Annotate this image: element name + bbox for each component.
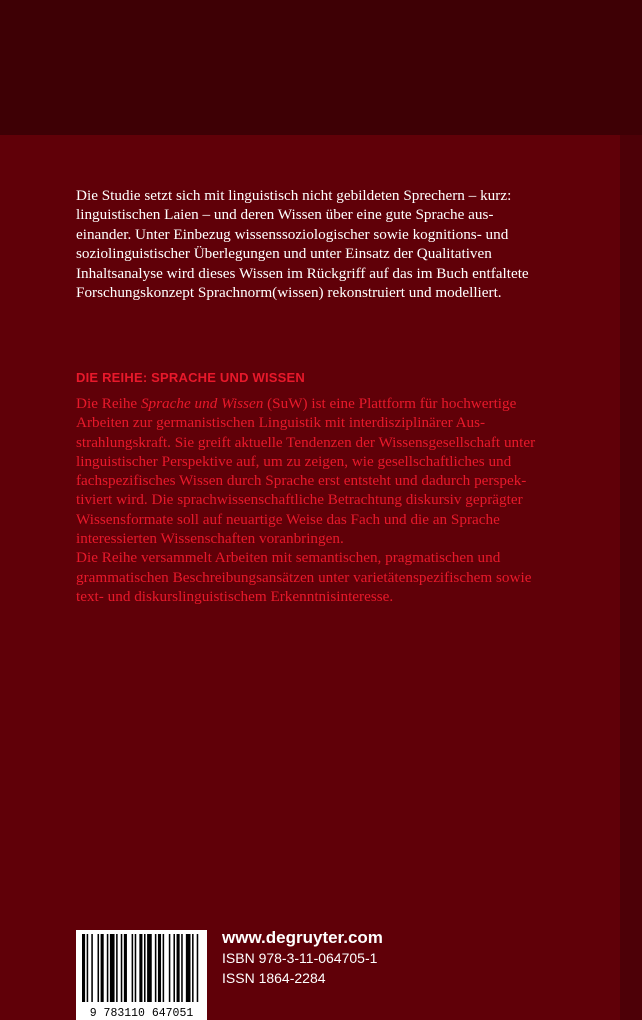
issn-number: ISSN 1864-2284 xyxy=(222,970,326,986)
publisher-url[interactable]: www.degruyter.com xyxy=(222,928,383,947)
series-line: Die Reihe versammelt Arbeiten mit semantischen, pragmatischen und xyxy=(76,549,501,567)
series-line: strahlungskraft. Sie greift aktuelle Tendenzen der Wissensgesellschaft unter xyxy=(76,433,536,451)
top-band xyxy=(0,0,642,135)
blurb-line: Die Studie setzt sich mit linguistisch nicht gebildeten Sprechern – kurz: xyxy=(76,187,512,204)
barcode-bar xyxy=(116,934,118,1002)
series-line: Wissensformate soll auf neuartige Weise das Fach und die an Sprache xyxy=(76,510,500,528)
barcode-bar xyxy=(186,934,191,1002)
series-description xyxy=(76,394,560,606)
spine-edge xyxy=(620,135,642,1020)
series-heading: DIE REIHE: SPRACHE UND WISSEN xyxy=(76,370,305,385)
barcode-bar xyxy=(110,934,115,1002)
barcode-bar xyxy=(155,934,157,1002)
barcode-bar xyxy=(101,934,104,1002)
blurb-line: Inhaltsanalyse wird dieses Wissen im Rückgriff auf das im Buch entfaltete xyxy=(76,264,529,282)
barcode-bar xyxy=(163,934,165,1002)
series-line: grammatischen Beschreibungsansätzen unter varietätenspezifischem sowie xyxy=(76,568,532,586)
barcode-bar xyxy=(82,934,85,1002)
series-line: Arbeiten zur germanistischen Linguistik mit interdisziplinärer Aus- xyxy=(76,414,486,432)
isbn-number: ISBN 978-3-11-064705-1 xyxy=(222,950,378,966)
series-line-prefix: Die Reihe xyxy=(76,395,141,412)
barcode-bar xyxy=(173,934,175,1002)
blurb-line: einander. Unter Einbezug wissenssoziologischer sowie kognitions- und xyxy=(76,225,509,243)
series-line: tiviert wird. Die sprachwissenschaftliche Betrachtung diskursiv geprägter xyxy=(76,491,523,509)
barcode-bar xyxy=(181,934,183,1002)
barcode-bar xyxy=(132,934,134,1002)
barcode-bar xyxy=(98,934,100,1002)
series-line: text- und diskurslinguistischem Erkenntnisinteresse. xyxy=(76,587,394,605)
blurb-line: soziolinguistischer Überlegungen und unter Einsatz der Qualitativen xyxy=(76,245,492,263)
barcode-bar xyxy=(91,934,93,1002)
barcode-bar xyxy=(177,934,180,1002)
book-blurb xyxy=(76,186,560,302)
series-title: Sprache und Wissen xyxy=(140,395,264,412)
barcode-digits: 9 783110 647051 xyxy=(89,1007,194,1020)
barcode-graphic xyxy=(76,930,207,1020)
barcode-bar xyxy=(192,934,194,1002)
barcode-bar xyxy=(135,934,137,1002)
blurb-line: Forschungskonzept Sprachnorm(wissen) rekonstruiert und modelliert. xyxy=(76,284,502,302)
barcode-bar xyxy=(121,934,123,1002)
barcode-bar xyxy=(197,934,199,1002)
barcode-bar xyxy=(87,934,89,1002)
series-line: interessierten Wissenschaften voranbringen. xyxy=(76,530,344,548)
series-line: linguistischer Perspektive auf, um zu zeigen, wie gesellschaftliches und xyxy=(76,452,512,470)
isbn-barcode xyxy=(76,930,207,1020)
barcode-bar xyxy=(139,934,142,1002)
barcode-bar xyxy=(169,934,171,1002)
series-line-suffix: (SuW) ist eine Plattform für hochwertige xyxy=(263,395,517,412)
barcode-bar xyxy=(158,934,161,1002)
series-line xyxy=(76,394,560,413)
barcode-bar xyxy=(107,934,109,1002)
blurb-line: linguistischen Laien – und deren Wissen über eine gute Sprache aus- xyxy=(76,206,494,224)
barcode-bar xyxy=(147,934,152,1002)
barcode-bar xyxy=(144,934,146,1002)
barcode-bar xyxy=(124,934,127,1002)
series-line: fachspezifisches Wissen durch Sprache erst entsteht und dadurch perspek- xyxy=(76,472,527,490)
